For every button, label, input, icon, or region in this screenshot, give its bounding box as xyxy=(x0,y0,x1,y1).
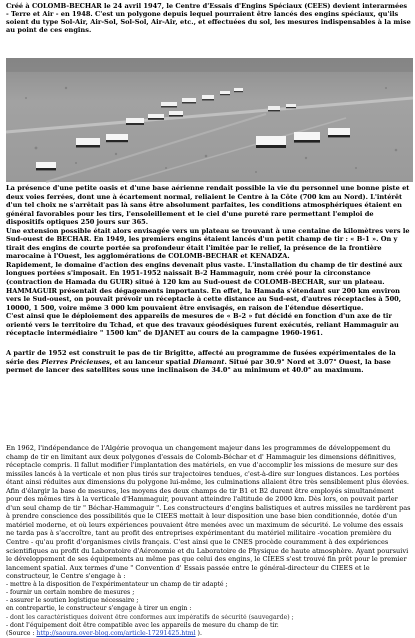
paragraph-hammaguir-range: HAMMAGUIR présentait des dégagements importants. En effet, la Hamada s'étendant sur 200 km environ vers le Sud-ouest, on pouvait prévoir un réceptacle à cette distance au Sud-est, d'autres réceptacles à 500, 10000, 1 500, voire même 3 000 km pouvaient être envisagés, en raison de l'étendue désertique. xyxy=(6,286,402,312)
brigitte-text-1: A partir de 1952 est construit le pas de tir Brigitte, affecté au programme de fusées expérimentales de la série des xyxy=(6,349,396,366)
history-section-2 xyxy=(6,349,411,375)
commitments-list xyxy=(6,581,411,638)
pierres-precieuses-text: Pierres Précieuses xyxy=(41,357,110,366)
paragraph-hammaguir-origin: Rapidement, le domaine d'action des engins devenait plus vaste. L'installation du champ de tir destiné aux longues portées s'imposait. En 1951-1952 naissait B-2 Hammaguir, nom créé pour la circonstance (contraction de Hamada du GUIR) situé à 120 km au Sud-ouest de COLOMB-BECHAR, sur un plateau. xyxy=(6,260,403,287)
history-section-1 xyxy=(6,184,411,338)
brigitte-text-2: , et au lanceur spatial xyxy=(109,357,193,366)
paragraph-brigitte xyxy=(6,349,411,375)
list-item: - dont l'équipement doit être compatible avec les appareils de mesure du champ de tir. xyxy=(6,621,279,629)
paragraph-oasis: La présence d'une petite oasis et d'une base aérienne rendait possible la vie du personnel une bonne piste et deux voies ferrées, dont une à écartement normal, reliaient le Centre à la Côte (700 km au Nord). L'intérêt d'un tel choix ne s'arrêtait pas là sans être absolument parfaites, les conditions atmosphériques étaient en général favorables pour les tirs, l'ensoleillement et le ciel d'une pureté rare permettant l'emploi de dispositifs optiques 250 jours sur 365. xyxy=(6,184,410,227)
list-item: en contrepartie, le constructeur s'engage à tirer un engin : xyxy=(6,605,192,613)
aerial-photo xyxy=(6,58,413,182)
paragraph-independence: En 1962, l'indépendance de l'Algérie provoqua un changement majeur dans les programmes de développement du champ de tir en limitant aux deux polygones d'essais de Colomb-Béchar et d' Hammaguir les dimensions définitives, réceptacle compris. Il fallut modifier l'implantation des matériels, en vue d'accomplir les missions de mesure sur des missiles lancés à la verticale et non plus tirés sur trajectoires tendues, c'est-à-dire sur longues distances. Les portées étant ainsi réduites aux dimensions du polygone lui-même, les culminations allaient être très sensiblement plus élevées. Afin d'élargir la base de mesures, les moyens des deux champs de tir B1 et B2 durent être employés simultanément pour des mêmes tirs à la verticale d'Hammaguir, pouvant atteindre l'altitude de 2000 km. Dès lors, on pouvait parler d'un seul champ de tir " Béchar-Hammaguir ". Les constructeurs d'engins balistiques et autres missiles ne tardèrent pas à prendre conscience des possibilités que le CIEES mettait à leur disposition une base bien conditionnée, dotée d'un matériel moderne, et où leurs expériences pouvaient être menées avec un maximum de sécurité. Le volume des essais ne tarda pas à s'accroître, tant au profit des entreprises expérimentant du matériel militaire -vocation première du Centre - qu'au profit d'organismes civils français. C'est ainsi que le CNES procède couramment à des expériences scientifiques au profit du Laboratoire d'Aéronomie et du Laboratoire de Physique de haute atmosphère. Ayant poursuivi le développement de ses équipements au même pas que celui des engins, le CIEES s'est trouvé fin prêt pour le premier lancement spatial. Aux termes d'une " Convention d' Essais passée entre le général-directeur du CIEES et le constructeur, le Centre s'engage à : xyxy=(6,444,411,581)
list-item: - assurer le soutien logistique nécessaire ; xyxy=(6,597,139,605)
diamant-text: Diamant xyxy=(192,357,225,366)
source-line xyxy=(6,630,411,638)
list-item: - fournir un certain nombre de mesures ; xyxy=(6,588,135,596)
list-item: - mettre à la disposition de l'expérimentateur un champ de tir adapté ; xyxy=(6,580,228,588)
brigitte-text-3: . Situé par 30.9° Nord et 3.07° Ouest, la base permet de lancer des satellites sous une inclinaison de 34.0° au minimum et 40.0° au maximum. xyxy=(6,357,391,375)
list-item: - dont les caractéristiques doivent être conformes aux impératifs de sécurité (sauvegarde) ; xyxy=(6,613,294,621)
history-section-3 xyxy=(6,444,411,638)
paragraph-measurement-axis: C'est ainsi que le déploiement des appareils de mesures de « B-2 » fut décidé en fonction d'un axe de tir orienté vers le territoire du Tchad, et que des travaux géodésiques furent exécutés, reliant Hammaguir au réceptacle intermédiaire " 1500 km" de DJANET au cours de la campagne 1960-1961. xyxy=(6,312,399,338)
source-suffix: ). xyxy=(195,629,202,637)
document-page xyxy=(2,0,413,637)
intro-paragraph: Créé à COLOMB-BECHAR le 24 avril 1947, le Centre d'Essais d'Engins Spéciaux (CEES) devient interarmées - Terre et Air - en 1948. C'est un polygone depuis lequel pourraient être lancés des engins spéciaux, qu'ils soient du type Sol-Air, Air-Sol, Sol-Sol, Air-Air, etc., et effectuées du sol, les mesures indispensables à la mise au point de ces engins. xyxy=(6,2,411,34)
source-link[interactable]: http://saoura.over-blog.com/article-17291425.html xyxy=(36,629,196,637)
paragraph-extension: Une extension possible était alors envisagée vers un plateau se trouvant à une centaine de kilomètres vers le Sud-ouest de BECHAR. En 1949, les premiers engins étaient lancés d'un petit champ de tir : « B-1 ». On y tirait des engins de courte portée sa profondeur était l'imitée par le relief, la présence de la frontière marocaine à l'Ouest, les agglomérations de COLOMB-BECHAR et KENADZA. xyxy=(6,226,410,261)
source-prefix: (Source : xyxy=(6,629,37,637)
aerial-photo-desert-base-icon xyxy=(6,58,413,182)
